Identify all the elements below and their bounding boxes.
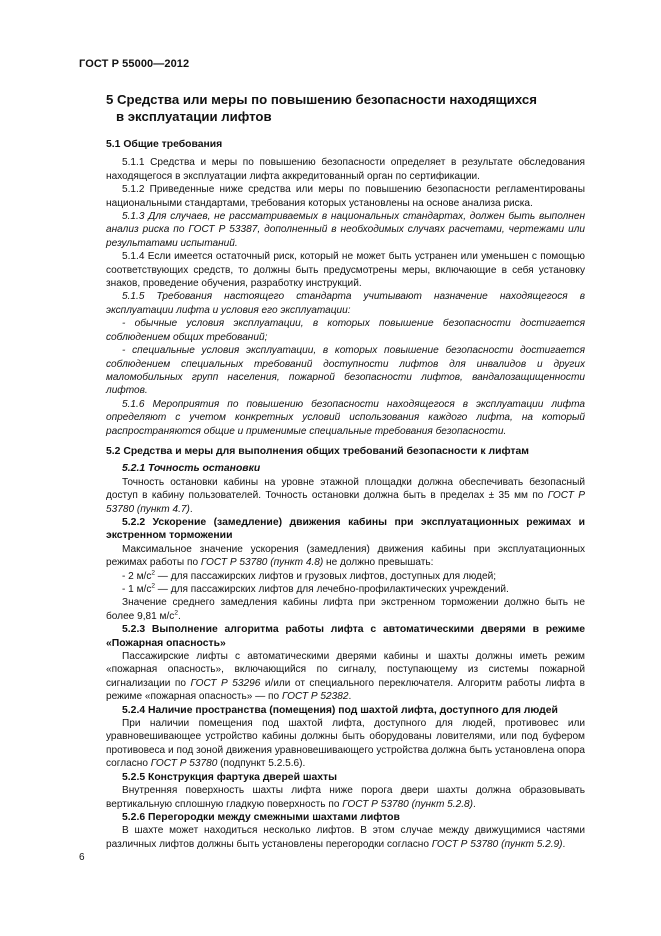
gost-53780-ref: ГОСТ Р 53780 (пункт 5.2.9) bbox=[431, 838, 563, 850]
gost-53780-ref: ГОСТ Р 53780 (пункт 5.2.8) bbox=[342, 798, 473, 810]
para-text: В шахте может находиться несколько лифтов. В этом случае между движущимися частями различных лифтов должны быть установлены перегородки согласно bbox=[106, 825, 585, 850]
para-end: (подпункт 5.2.5.6). bbox=[217, 758, 306, 770]
para-end: . bbox=[177, 610, 181, 622]
para-5-2-3 bbox=[106, 650, 585, 704]
subsection-5-2-5-title: 5.2.5 Конструкция фартука дверей шахты bbox=[122, 771, 338, 783]
para-end: . bbox=[348, 691, 352, 703]
superscript: 2 bbox=[174, 609, 178, 617]
superscript: 2 bbox=[151, 582, 155, 590]
section-5-title bbox=[106, 92, 585, 125]
gost-53780-ref: ГОСТ Р 53780 bbox=[150, 758, 218, 770]
subsection-5-2-1-title: 5.2.1 Точность остановки bbox=[122, 463, 261, 475]
subsection-5-2-title: 5.2 Средства и меры для выполнения общих требований безопасности к лифтам bbox=[106, 445, 529, 457]
gost-52382-ref: ГОСТ Р 52382 bbox=[281, 691, 349, 703]
para-5-2-1 bbox=[106, 476, 585, 516]
page-number: 6 bbox=[79, 852, 85, 863]
para-text: При наличии помещения под шахтой лифта, доступного для людей, противовес или уравновешивающее устройство кабины должны быть оборудованы ловителями, или под буфером противовеса и под зоной движения уравновешивающего устройства должна быть установлена опора согласно bbox=[106, 718, 585, 770]
para-5-2-1-text: Точность остановки кабины на уровне этажной площадки должна обеспечивать безопасный доступ в кабину пользователей. Точность остановки должна быть в пределах ± 35 мм по bbox=[106, 476, 585, 502]
list-item-text-b: — для пассажирских лифтов для лечебно-профилактических учреждений. bbox=[155, 584, 509, 595]
superscript: 2 bbox=[151, 569, 155, 577]
list-item-text-b: — для пассажирских лифтов и грузовых лифтов, доступных для людей; bbox=[155, 570, 497, 582]
section-title-line-2: в эксплуатации лифтов bbox=[116, 108, 272, 124]
subsection-5-2-4-title: 5.2.4 Наличие пространства (помещения) под шахтой лифта, доступного для людей bbox=[122, 704, 558, 716]
para-5-1-5-item-b: - специальные условия эксплуатации, в которых повышение безопасности достигается соблюдением специальных требований доступности лифтов для инвалидов и других маломобильных групп населения, пожарной безопасности лифтов, вандалозащищенности лифтов. bbox=[106, 345, 585, 397]
para-5-1-4: 5.1.4 Если имеется остаточный риск, который не может быть устранен или уменьшен с помощью соответствующих средств, то должны быть предусмотрены меры, включающие в себя установку знаков, проведение обучения, разработку инструкций. bbox=[106, 251, 585, 290]
gost-53780-ref: ГОСТ Р 53780 (пункт 4.8) bbox=[200, 557, 324, 569]
list-item-accel-1 bbox=[106, 570, 585, 583]
para-5-2-2-decel bbox=[106, 596, 585, 623]
gost-53780-ref: ГОСТ Р 53780 (пункт 4.7) bbox=[106, 490, 585, 515]
para-end: . bbox=[473, 798, 476, 810]
para-end: . bbox=[562, 838, 566, 850]
para-5-1-2: 5.1.2 Приведенные ниже средства или меры по повышению безопасности регламентированы национальными стандартами, требования которых установлены на основе анализа риска. bbox=[106, 184, 585, 209]
para-text: Внутренняя поверхность шахты лифта ниже порога двери шахты должна образовывать вертикальную сплошную гладкую поверхность по bbox=[106, 785, 585, 810]
para-5-2-5 bbox=[106, 784, 585, 811]
list-item-accel-2 bbox=[106, 583, 585, 596]
para-5-1-5-item-a: - обычные условия эксплуатации, в которых повышение безопасности достигается соблюдением общих требований; bbox=[106, 318, 585, 343]
para-5-2-1-end: . bbox=[189, 503, 193, 515]
para-5-1-5: 5.1.5 Требования настоящего стандарта учитывают назначение находящегося в эксплуатации лифта и условия его эксплуатации: bbox=[106, 291, 585, 316]
para-5-2-2-intro bbox=[106, 543, 585, 570]
para-5-1-6: 5.1.6 Мероприятия по повышению безопасности находящегося в эксплуатации лифта определяют с учетом конкретных условий использования каждого лифта, на который распространяются общие и применимые специальные требования безопасности. bbox=[106, 398, 585, 437]
para-5-2-2-text-b: не должно превышать: bbox=[323, 557, 434, 569]
para-5-2-4 bbox=[106, 717, 585, 771]
gost-53296-ref: ГОСТ Р 53296 bbox=[190, 677, 261, 689]
subsection-5-1-title: 5.1 Общие требования bbox=[106, 139, 223, 150]
document-body bbox=[106, 92, 585, 851]
para-5-2-2-text: Максимальное значение ускорения (замедления) движения кабины при эксплуатационных режимах работы по bbox=[106, 543, 585, 569]
para-text-b: и/или от специального переключателя. Алгоритм работы лифта в режиме «пожарная опасность» — по bbox=[106, 677, 585, 703]
subsection-5-2-3-title: 5.2.3 Выполнение алгоритма работы лифта с автоматическими дверями в режиме «Пожарная опасность» bbox=[106, 624, 585, 649]
para-5-2-6 bbox=[106, 824, 585, 851]
para-text: Значение среднего замедления кабины лифта при экстренном торможении должно быть не более 9,81 м/с bbox=[106, 597, 585, 622]
list-item-text: - 1 м/с bbox=[122, 584, 152, 595]
subsection-5-2-6-title: 5.2.6 Перегородки между смежными шахтами лифтов bbox=[122, 811, 400, 823]
list-item-text: - 2 м/с bbox=[122, 570, 152, 582]
para-5-1-3: 5.1.3 Для случаев, не рассматриваемых в национальных стандартах, должен быть выполнен анализ риска по ГОСТ Р 53387, дополненный в необходимых случаях расчетами, чертежами или результатами испытаний. bbox=[106, 211, 585, 249]
para-5-1-1: 5.1.1 Средства и меры по повышению безопасности определяет в результате обследования находящегося в эксплуатации лифта аккредитованный орган по сертификации. bbox=[106, 157, 585, 182]
section-title-line-1: 5 Средства или меры по повышению безопасности находящихся bbox=[106, 92, 537, 107]
standard-header: ГОСТ Р 55000—2012 bbox=[79, 58, 190, 70]
subsection-5-2-2-title: 5.2.2 Ускорение (замедление) движения кабины при эксплуатационных режимах и экстренном торможении bbox=[106, 516, 585, 542]
para-text: Пассажирские лифты с автоматическими дверями кабины и шахты должны иметь режим «пожарная опасность», включающийся по сигналу, поступающему из системы пожарной сигнализации по bbox=[106, 651, 585, 689]
